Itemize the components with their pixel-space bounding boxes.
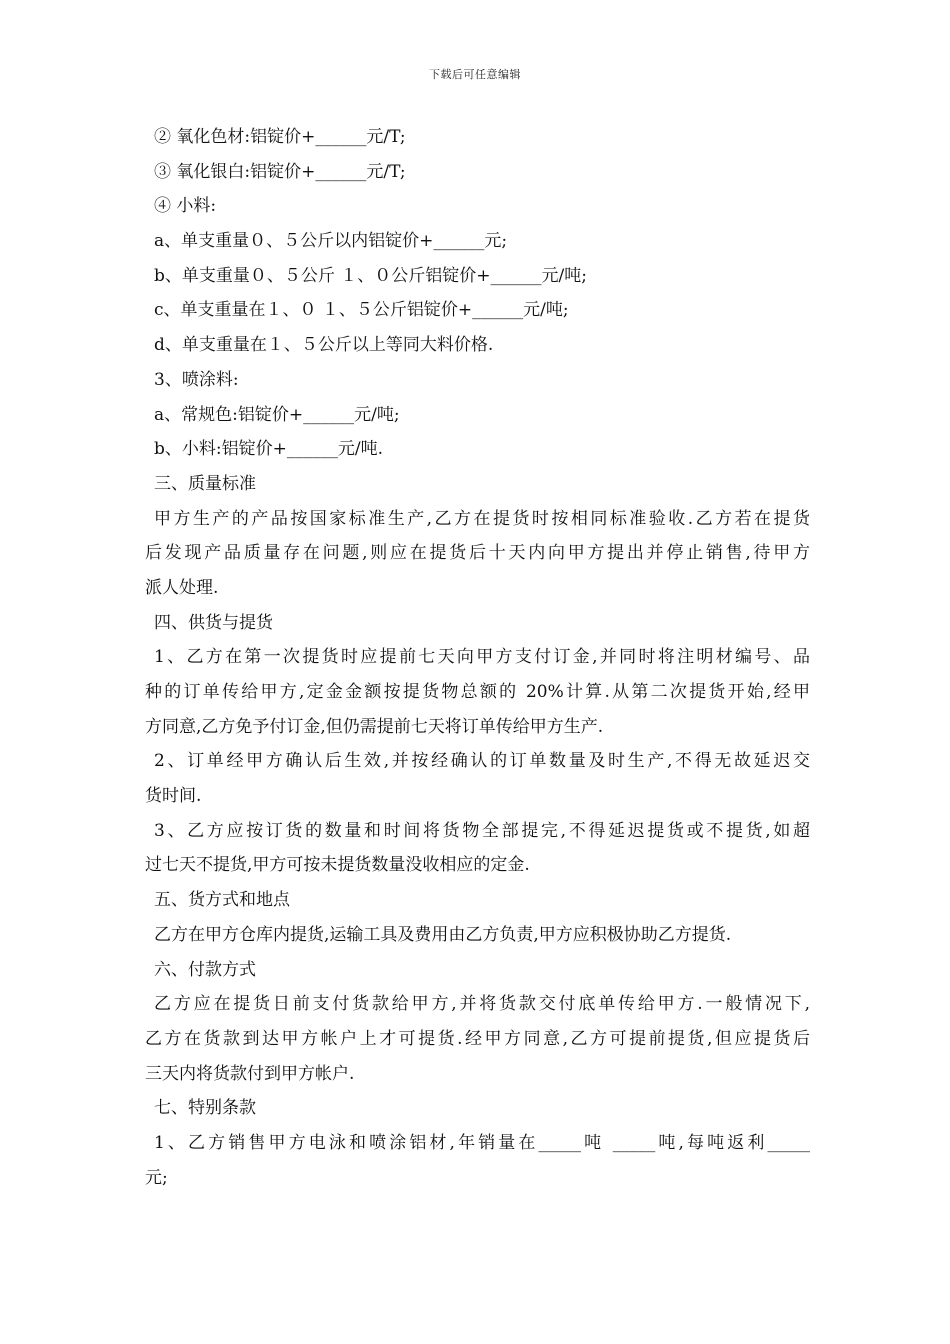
section-heading: 六、付款方式	[154, 959, 256, 980]
paragraph-line: 元;	[145, 1167, 168, 1188]
paragraph-line: 3、乙方应按订货的数量和时间将货物全部提完,不得延迟提货或不提货,如超	[154, 820, 810, 841]
paragraph-line: 过七天不提货,甲方可按未提货数量没收相应的定金.	[145, 855, 530, 876]
header-note: 下载后可任意编辑	[429, 68, 521, 81]
paragraph-line: 2、订单经甲方确认后生效,并按经确认的订单数量及时生产,不得无故延迟交	[154, 751, 810, 772]
text-line: ④ 小料:	[154, 196, 217, 217]
section-heading: 四、供货与提货	[154, 612, 273, 633]
document-body	[145, 120, 810, 1195]
text-line: d、单支重量在１、５公斤以上等同大料价格.	[154, 335, 494, 356]
text-line: a、单支重量０、５公斤以内铝锭价+______元;	[154, 231, 508, 252]
paragraph-line: 三天内将货款付到甲方帐户.	[145, 1063, 355, 1084]
paragraph-line: 乙方应在提货日前支付货款给甲方,并将货款交付底单传给甲方.一般情况下,	[154, 994, 810, 1015]
section-heading: 七、特别条款	[154, 1098, 256, 1119]
paragraph-line: 派人处理.	[145, 577, 219, 598]
paragraph-line: 乙方在货款到达甲方帐户上才可提货.经甲方同意,乙方可提前提货,但应提货后	[145, 1028, 810, 1049]
text-line: a、常规色:铝锭价+______元/吨;	[154, 404, 400, 425]
text-line: c、单支重量在１、０ １、５公斤铝锭价+______元/吨;	[154, 300, 569, 321]
section-heading: 三、质量标准	[154, 473, 256, 494]
text-line: b、单支重量０、５公斤 １、０公斤铝锭价+______元/吨;	[154, 265, 587, 286]
paragraph-line: 种的订单传给甲方,定金金额按提货物总额的 20%计算.从第二次提货开始,经甲	[145, 682, 810, 702]
text-line: b、小料:铝锭价+______元/吨.	[154, 439, 383, 460]
text-line: 3、喷涂料:	[154, 369, 239, 390]
paragraph-line: 乙方在甲方仓库内提货,运输工具及费用由乙方负责,甲方应积极协助乙方提货.	[154, 924, 732, 945]
section-heading: 五、货方式和地点	[154, 890, 290, 911]
paragraph-line: 1、乙方在第一次提货时应提前七天向甲方支付订金,并同时将注明材编号、品	[154, 647, 810, 668]
paragraph-line: 甲方生产的产品按国家标准生产,乙方在提货时按相同标准验收.乙方若在提货	[154, 508, 810, 529]
text-line: ③ 氧化银白:铝锭价+______元/T;	[154, 161, 406, 182]
text-line: ② 氧化色材:铝锭价+______元/T;	[154, 127, 406, 147]
paragraph-line: 后发现产品质量存在问题,则应在提货后十天内向甲方提出并停止销售,待甲方	[145, 543, 810, 564]
paragraph-line: 1、乙方销售甲方电泳和喷涂铝材,年销量在_____吨 _____吨,每吨返利_____	[154, 1132, 810, 1153]
paragraph-line: 方同意,乙方免予付订金,但仍需提前七天将订单传给甲方生产.	[145, 716, 604, 737]
paragraph-line: 货时间.	[145, 786, 202, 807]
